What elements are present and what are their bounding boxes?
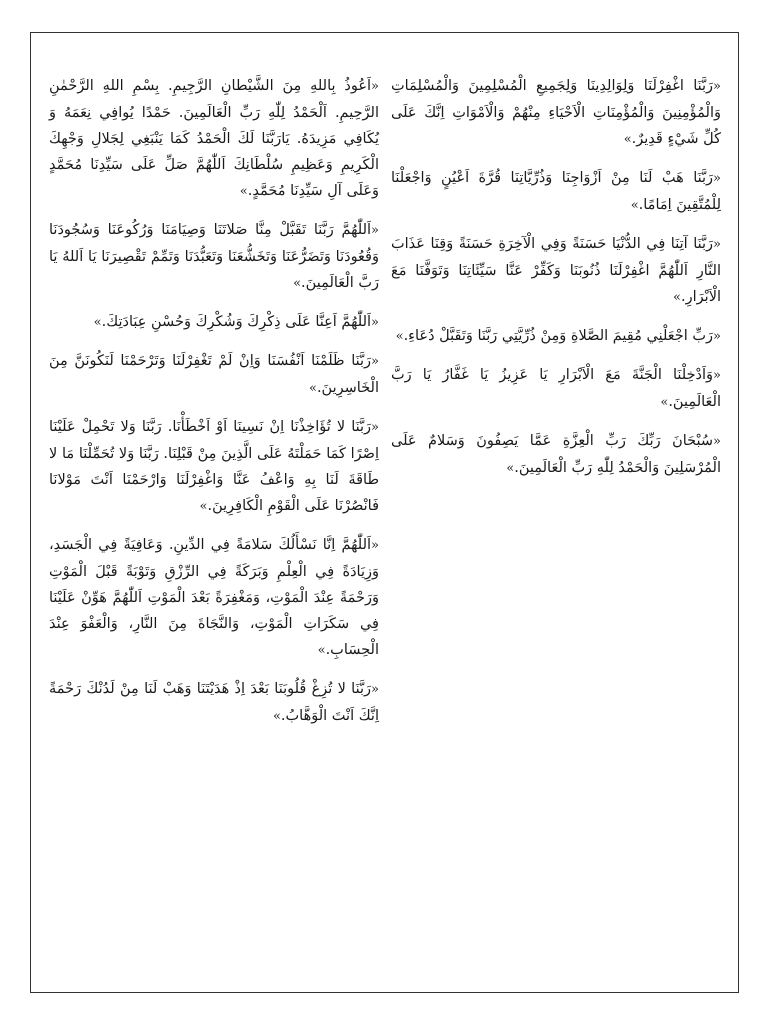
ornament-close: » bbox=[506, 461, 515, 476]
ornament-open: « bbox=[371, 354, 379, 369]
ornament-close: » bbox=[395, 329, 404, 344]
ornament-open: « bbox=[371, 538, 379, 553]
dua-text: اَللّٰهُمَّ اِنَّا نَسْأَلُكَ سَلامَةً فِي الدِّينِ. وَعَافِيَةً فِي الْجَسَدِ، وَزِيَادَةً فِي الْعِلْمِ وَبَرَكَةً فِي الرِّزْقِ وَتَوْبَةً قَبْلَ الْمَوْتِ وَرَحْمَةً عِنْدَ الْمَوْتِ، وَمَغْفِرَةً بَعْدَ الْمَوْتِ اَللّٰهُمَّ هَوِّنْ عَلَيْنَا فِي سَكَرَاتِ الْمَوْتِ، وَالنَّجَاةَ مِنَ النَّارِ، وَالْعَفْوَ عِنْدَ الْحِسَابِ. bbox=[49, 537, 379, 658]
ornament-open: « bbox=[713, 329, 721, 344]
ornament-open: « bbox=[371, 682, 379, 697]
dua-text: اَللّٰهُمَّ اَعِنَّا عَلَى ذِكْرِكَ وَشُكْرِكَ وَحُسْنِ عِبَادَتِكَ. bbox=[101, 314, 372, 330]
dua-paragraph bbox=[49, 73, 379, 205]
dua-text: رَبَّنَا اغْفِرْلَنَا وَلِوَالِدِينَا وَلِجَمِيعِ الْمُسْلِمِينَ وَالْمُسْلِمَاتِ وَالْمُؤْمِنِينَ وَالْمُؤْمِنَاتِ الْاَحْيَاءِ مِنْهُمْ وَالْاَمْوَاتِ اِنَّكَ عَلَى كُلِّ شَيْءٍ قَدِيرٌ. bbox=[391, 78, 721, 147]
ornament-close: » bbox=[293, 276, 302, 291]
ornament-close: » bbox=[623, 132, 632, 147]
dua-paragraph bbox=[391, 165, 721, 219]
ornament-open: « bbox=[371, 223, 379, 238]
ornament-open: « bbox=[713, 171, 721, 186]
dua-text: رَبِّ اجْعَلْنِي مُقِيمَ الصَّلاةِ وَمِنْ ذُرِّيَّتِي رَبَّنَا وَتَقَبَّلْ دُعَاءِ. bbox=[403, 328, 714, 344]
ornament-close: » bbox=[308, 381, 317, 396]
ornament-open: « bbox=[713, 368, 721, 383]
dua-paragraph bbox=[49, 309, 379, 336]
ornament-open: « bbox=[371, 420, 379, 435]
ornament-close: » bbox=[239, 184, 248, 199]
ornament-close: » bbox=[660, 395, 669, 410]
ornament-close: » bbox=[199, 499, 208, 514]
dua-paragraph bbox=[49, 532, 379, 664]
ornament-close: » bbox=[673, 290, 682, 305]
ornament-close: » bbox=[93, 315, 102, 330]
dua-text: اَللّٰهُمَّ رَبَّنَا تَقَبَّلْ مِنَّا صَلاتَنَا وَصِيَامَنَا وَرُكُوعَنَا وَسُجُودَنَا وَقُعُودَنَا وَتَضَرُّعَنَا وَتَخَشُّعَنَا وَتَعَبُّدَنَا وَتَمِّمْ تَقْصِيرَنَا يَا اَللهُ يَا رَبَّ الْعَالَمِينَ. bbox=[49, 222, 379, 291]
dua-text: وَاَدْخِلْنَا الْجَنَّةَ مَعَ الْاَبْرَارِ يَا عَزِيزُ يَا غَفَّارُ يَا رَبَّ الْعَالَمِينَ. bbox=[391, 367, 721, 410]
ornament-close: » bbox=[272, 709, 281, 724]
dua-text: رَبَّنَا لا تُؤَاخِذْنَا اِنْ نَسِينَا اَوْ اَخْطَأْنَا. رَبَّنَا وَلا تَحْمِلْ عَلَيْنَا اِصْرًا كَمَا حَمَلْتَهُ عَلَى الَّذِينَ مِنْ قَبْلِنَا. رَبَّنَا وَلا تُحَمِّلْنَا مَا لا طَاقَةَ لَنَا بِهِ وَاعْفُ عَنَّا وَاغْفِرْلَنَا وَارْحَمْنَا اَنْتَ مَوْلانَا فَانْصُرْنَا عَلَى الْقَوْمِ الْكَافِرِينَ. bbox=[49, 419, 379, 514]
dua-text: رَبَّنَا هَبْ لَنَا مِنْ اَزْوَاجِنَا وَذُرِّيَّاتِنَا قُرَّةَ اَعْيُنٍ وَاجْعَلْنَا لِلْمُتَّقِينَ اِمَامًا. bbox=[391, 170, 721, 213]
dua-text: اَعُوذُ بِاللهِ مِنَ الشَّيْطانِ الرَّجِيمِ. بِسْمِ اللهِ الرَّحْمٰنِ الرَّحِيمِ. اَلْحَمْدُ لِلّٰهِ رَبِّ الْعَالَمِينَ. حَمْدًا يُوافِي نِعَمَهُ وَ يُكَافِي مَزِيدَهُ. يَارَبَّنَا لَكَ الْحَمْدُ كَمَا يَنْبَغِي لِجَلالِ وَجْهِكَ الْكَرِيمِ وَعَظِيمِ سُلْطَانِكَ اَللّٰهُمَّ صَلِّ عَلَى سَيِّدِنَا مُحَمَّدٍ وَعَلَى آلِ سَيِّدِنَا مُحَمَّدٍ. bbox=[49, 78, 379, 199]
ornament-close: » bbox=[317, 643, 326, 658]
right-column bbox=[391, 73, 721, 494]
ornament-close: » bbox=[630, 198, 639, 213]
dua-text: رَبَّنَا آتِنَا فِي الدُّنْيَا حَسَنَةً وَفِي الْآخِرَةِ حَسَنَةً وَقِنَا عَذَابَ النَّارِ اَللّٰهُمَّ اغْفِرْلَنَا ذُنُوبَنَا وَكَفِّرْ عَنَّا سَيِّئَاتِنَا وَتَوَفَّنَا مَعَ الْاَبْرَارِ. bbox=[391, 236, 721, 305]
dua-paragraph bbox=[391, 323, 721, 350]
left-column bbox=[49, 73, 379, 742]
dua-paragraph bbox=[391, 231, 721, 311]
dua-paragraph bbox=[49, 676, 379, 730]
dua-text: سُبْحَانَ رَبِّكَ رَبِّ الْعِزَّةِ عَمَّا يَصِفُونَ وَسَلامٌ عَلَى الْمُرْسَلِينَ وَالْحَمْدُ لِلّٰهِ رَبِّ الْعَالَمِينَ. bbox=[391, 433, 721, 476]
ornament-open: « bbox=[371, 79, 379, 94]
ornament-open: « bbox=[371, 315, 379, 330]
dua-paragraph bbox=[391, 362, 721, 416]
dua-paragraph bbox=[391, 428, 721, 482]
dua-paragraph bbox=[391, 73, 721, 153]
ornament-open: « bbox=[713, 434, 721, 449]
ornament-open: « bbox=[713, 237, 721, 252]
dua-paragraph bbox=[49, 414, 379, 520]
dua-paragraph bbox=[49, 348, 379, 402]
page-frame bbox=[30, 32, 739, 993]
dua-paragraph bbox=[49, 217, 379, 297]
dua-text: رَبَّنَا ظَلَمْنَا اَنْفُسَنَا وَاِنْ لَمْ تَغْفِرْلَنَا وَتَرْحَمْنَا لَنَكُونَنَّ مِنَ الْخَاسِرِينَ. bbox=[49, 353, 379, 396]
ornament-open: « bbox=[713, 79, 721, 94]
dua-text: رَبَّنَا لا تُزِغْ قُلُوبَنَا بَعْدَ اِذْ هَدَيْتَنَا وَهَبْ لَنَا مِنْ لَدُنْكَ رَحْمَةً اِنَّكَ اَنْتَ الْوَهَّابُ. bbox=[49, 681, 379, 724]
